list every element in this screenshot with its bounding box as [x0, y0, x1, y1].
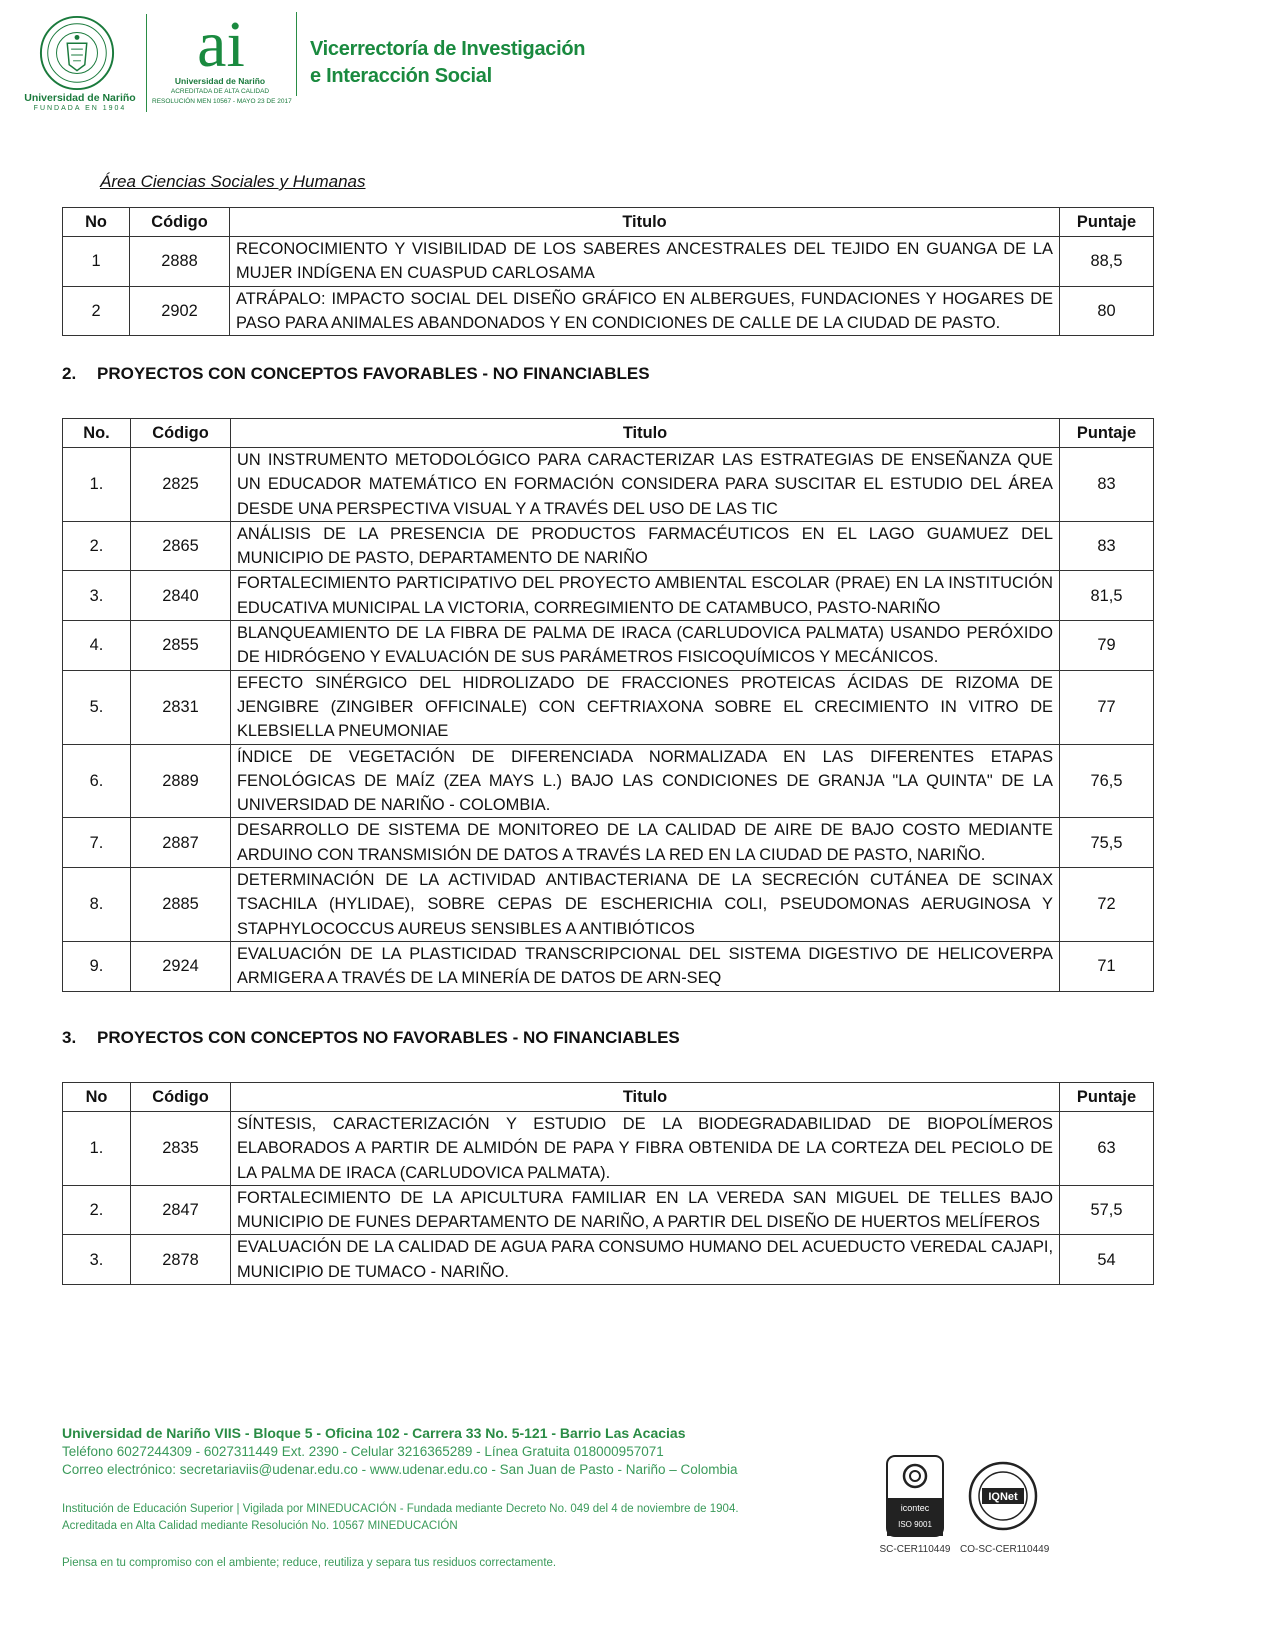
table-row: [63, 621, 1154, 671]
svg-text:IQNet: IQNet: [988, 1491, 1018, 1503]
row-code: 2878: [131, 1235, 231, 1285]
row-score: 79: [1060, 621, 1154, 671]
row-number: 1.: [63, 448, 131, 522]
row-title: UN INSTRUMENTO METODOLÓGICO PARA CARACTERIZAR LAS ESTRATEGIAS DE ENSEÑANZA QUE UN EDUCADOR MATEMÁTICO EN FORMACIÓN CONSIDERA PARA SUSCITAR EL ESTUDIO DEL ÁREA DESDE UNA PERSPECTIVA VISUAL Y A TRAVÉS DEL USO DE LAS TIC: [231, 448, 1060, 522]
section-2-number: 2.: [62, 364, 77, 383]
ai-accreditation-block: [152, 10, 292, 120]
vicerrectoria-line-1: Vicerrectoría de Investigación: [310, 38, 586, 60]
table-header-row: [63, 1083, 1154, 1112]
vicerrectoria-line-2: e Interacción Social: [310, 65, 492, 87]
row-score: 83: [1060, 448, 1154, 522]
row-code: 2855: [131, 621, 231, 671]
section-2-table: [62, 418, 1154, 992]
letterhead: [18, 10, 718, 120]
table-row: [63, 1112, 1154, 1186]
ai-accreditation-text: ACREDITADA DE ALTA CALIDAD: [170, 88, 270, 95]
header-divider: [146, 14, 147, 112]
row-number: 3.: [63, 571, 131, 621]
table-row: [63, 286, 1154, 336]
footer-address: Universidad de Nariño VIIS - Bloque 5 - Oficina 102 - Carrera 33 No. 5-121 - Barrio Las Acacias: [62, 1425, 686, 1441]
row-number: 4.: [63, 621, 131, 671]
area-title: Área Ciencias Sociales y Humanas: [100, 172, 366, 191]
row-score: 54: [1060, 1235, 1154, 1285]
area-table: [62, 207, 1154, 336]
row-number: 1: [63, 237, 130, 287]
row-code: 2889: [131, 744, 231, 818]
footer: [62, 1424, 862, 1572]
header-score: Puntaje: [1060, 208, 1154, 237]
table-row: [63, 744, 1154, 818]
row-number: 2.: [63, 1185, 131, 1235]
table-row: [63, 868, 1154, 942]
row-title: DETERMINACIÓN DE LA ACTIVIDAD ANTIBACTERIANA DE LA SECRECIÓN CUTÁNEA DE SCINAX TSACHILA (HYLIDAE), SOBRE CEPAS DE ESCHERICHIA COLI, PSEUDOMONAS AERUGINOSA Y STAPHYLOCOCCUS AUREUS SENSIBLES A ANTIBIÓTICOS: [231, 868, 1060, 942]
header-no: No: [63, 1083, 131, 1112]
row-title: EVALUACIÓN DE LA CALIDAD DE AGUA PARA CONSUMO HUMANO DEL ACUEDUCTO VEREDAL CAJAPI, MUNICIPIO DE TUMACO - NARIÑO.: [231, 1235, 1060, 1285]
table-header-row: [63, 208, 1154, 237]
ai-university-name: Universidad de Nariño: [174, 76, 266, 86]
section-2-title: PROYECTOS CON CONCEPTOS FAVORABLES - NO FINANCIABLES: [97, 364, 650, 383]
row-number: 3.: [63, 1235, 131, 1285]
row-number: 1.: [63, 1112, 131, 1186]
section-3-title: PROYECTOS CON CONCEPTOS NO FAVORABLES - NO FINANCIABLES: [97, 1028, 680, 1047]
table-row: [63, 237, 1154, 287]
row-code: 2924: [131, 941, 231, 991]
icontec-code: SC-CER110449: [879, 1544, 951, 1555]
header-code: Código: [130, 208, 230, 237]
row-title: DESARROLLO DE SISTEMA DE MONITOREO DE LA CALIDAD DE AIRE DE BAJO COSTO MEDIANTE ARDUINO CON TRANSMISIÓN DE DATOS A TRAVÉS LA RED EN LA CIUDAD DE PASTO, NARIÑO.: [231, 818, 1060, 868]
icontec-logo: [885, 1454, 945, 1538]
ai-resolution-text: RESOLUCIÓN MEN 10567 - MAYO 23 DE 2017: [152, 98, 292, 105]
header-title: Titulo: [231, 1083, 1060, 1112]
founded-text: FUNDADA EN 1904: [33, 105, 127, 112]
row-score: 76,5: [1060, 744, 1154, 818]
table-row: [63, 1235, 1154, 1285]
row-code: 2887: [131, 818, 231, 868]
table-row: [63, 521, 1154, 571]
vicerrectoria-title: [310, 36, 585, 90]
row-code: 2825: [131, 448, 231, 522]
row-number: 5.: [63, 670, 131, 744]
header-score: Puntaje: [1060, 419, 1154, 448]
row-score: 71: [1060, 941, 1154, 991]
footer-phones: Teléfono 6027244309 - 6027311449 Ext. 2390 - Celular 3216365289 - Línea Gratuita 018000957071: [62, 1444, 664, 1459]
row-title: RECONOCIMIENTO Y VISIBILIDAD DE LOS SABERES ANCESTRALES DEL TEJIDO EN GUANGA DE LA MUJER INDÍGENA EN CUASPUD CARLOSAMA: [230, 237, 1060, 287]
row-score: 57,5: [1060, 1185, 1154, 1235]
row-title: BLANQUEAMIENTO DE LA FIBRA DE PALMA DE IRACA (CARLUDOVICA PALMATA) USANDO PERÓXIDO DE HIDRÓGENO Y EVALUACIÓN DE SUS PARÁMETROS FISICOQUÍMICOS Y MECÁNICOS.: [231, 621, 1060, 671]
university-seal-logo: [38, 14, 116, 92]
section-3-heading: [62, 1028, 680, 1048]
section-3-number: 3.: [62, 1028, 77, 1047]
footer-contact: Correo electrónico: secretariaviis@udenar.edu.co - www.udenar.edu.co - San Juan de Pasto - Nariño – Colombia: [62, 1462, 738, 1477]
header-title: Titulo: [231, 419, 1060, 448]
footer-institution: Institución de Educación Superior | Vigilada por MINEDUCACIÓN - Fundada mediante Decreto No. 049 del 4 de noviembre de 1904.: [62, 1503, 739, 1515]
row-code: 2831: [131, 670, 231, 744]
ai-mark: ai: [197, 10, 245, 76]
row-score: 83: [1060, 521, 1154, 571]
row-code: 2865: [131, 521, 231, 571]
row-title: ÍNDICE DE VEGETACIÓN DE DIFERENCIADA NORMALIZADA EN LAS DIFERENTES ETAPAS FENOLÓGICAS DE MAÍZ (ZEA MAYS L.) BAJO LAS CONDICIONES DE GRANJA "LA QUINTA" DE LA UNIVERSIDAD DE NARIÑO - COLOMBIA.: [231, 744, 1060, 818]
table-row: [63, 670, 1154, 744]
row-title: ATRÁPALO: IMPACTO SOCIAL DEL DISEÑO GRÁFICO EN ALBERGUES, FUNDACIONES Y HOGARES DE PASO PARA ANIMALES ABANDONADOS Y EN CONDICIONES DE CALLE DE LA CIUDAD DE PASTO.: [230, 286, 1060, 336]
footer-accreditation: Acreditada en Alta Calidad mediante Resolución No. 10567 MINEDUCACIÓN: [62, 1520, 458, 1532]
header-code: Código: [131, 419, 231, 448]
section-2-heading: [62, 364, 650, 384]
row-number: 2: [63, 286, 130, 336]
row-title: SÍNTESIS, CARACTERIZACIÓN Y ESTUDIO DE LA BIODEGRADABILIDAD DE BIOPOLÍMEROS ELABORADOS A PARTIR DE ALMIDÓN DE PAPA Y FIBRA OBTENIDA DE LA CORTEZA DEL PECIOLO DE LA PALMA DE IRACA (CARLUDOVICA PALMATA).: [231, 1112, 1060, 1186]
row-title: FORTALECIMIENTO PARTICIPATIVO DEL PROYECTO AMBIENTAL ESCOLAR (PRAE) EN LA INSTITUCIÓN EDUCATIVA MUNICIPAL LA VICTORIA, CORREGIMIENTO DE CATAMBUCO, PASTO-NARIÑO: [231, 571, 1060, 621]
ai-logo: [186, 10, 256, 76]
row-number: 7.: [63, 818, 131, 868]
row-number: 9.: [63, 941, 131, 991]
icontec-certification: [872, 1454, 958, 1555]
table-row: [63, 448, 1154, 522]
table-header-row: [63, 419, 1154, 448]
row-code: 2847: [131, 1185, 231, 1235]
row-score: 80: [1060, 286, 1154, 336]
row-number: 8.: [63, 868, 131, 942]
row-title: EFECTO SINÉRGICO DEL HIDROLIZADO DE FRACCIONES PROTEICAS ÁCIDAS DE RIZOMA DE JENGIBRE (ZINGIBER OFFICINALE) CON CEFTRIAXONA SOBRE EL CRECIMIENTO IN VITRO DE KLEBSIELLA PNEUMONIAE: [231, 670, 1060, 744]
table-row: [63, 571, 1154, 621]
row-score: 88,5: [1060, 237, 1154, 287]
row-title: ANÁLISIS DE LA PRESENCIA DE PRODUCTOS FARMACÉUTICOS EN EL LAGO GUAMUEZ DEL MUNICIPIO DE PASTO, DEPARTAMENTO DE NARIÑO: [231, 521, 1060, 571]
header-divider-2: [296, 12, 297, 96]
svg-text:ISO 9001: ISO 9001: [898, 1520, 932, 1529]
svg-text:icontec: icontec: [900, 1503, 930, 1513]
header-score: Puntaje: [1060, 1083, 1154, 1112]
row-number: 6.: [63, 744, 131, 818]
section-3-table: [62, 1082, 1154, 1285]
row-title: EVALUACIÓN DE LA PLASTICIDAD TRANSCRIPCIONAL DEL SISTEMA DIGESTIVO DE HELICOVERPA ARMIGERA A TRAVÉS DE LA MINERÍA DE DATOS DE ARN-SEQ: [231, 941, 1060, 991]
header-title: Titulo: [230, 208, 1060, 237]
row-code: 2902: [130, 286, 230, 336]
iqnet-logo: [968, 1454, 1038, 1538]
table-row: [63, 1185, 1154, 1235]
row-score: 77: [1060, 670, 1154, 744]
row-score: 81,5: [1060, 571, 1154, 621]
row-number: 2.: [63, 521, 131, 571]
footer-environment: Piensa en tu compromiso con el ambiente; reduce, reutiliza y separa tus residuos correctamente.: [62, 1557, 557, 1569]
row-code: 2835: [131, 1112, 231, 1186]
header-no: No.: [63, 419, 131, 448]
row-code: 2885: [131, 868, 231, 942]
row-title: FORTALECIMIENTO DE LA APICULTURA FAMILIAR EN LA VEREDA SAN MIGUEL DE TELLES BAJO MUNICIPIO DE FUNES DEPARTAMENTO DE NARIÑO, A PARTIR DEL DISEÑO DE HUERTOS MELÍFEROS: [231, 1185, 1060, 1235]
university-name: Universidad de Nariño: [24, 92, 136, 104]
row-code: 2888: [130, 237, 230, 287]
row-score: 75,5: [1060, 818, 1154, 868]
row-code: 2840: [131, 571, 231, 621]
iqnet-certification: [960, 1454, 1050, 1555]
table-row: [63, 818, 1154, 868]
header-code: Código: [131, 1083, 231, 1112]
header-no: No: [63, 208, 130, 237]
table-row: [63, 941, 1154, 991]
iqnet-code: CO-SC-CER110449: [960, 1544, 1050, 1555]
university-seal-block: [18, 10, 142, 110]
row-score: 63: [1060, 1112, 1154, 1186]
row-score: 72: [1060, 868, 1154, 942]
